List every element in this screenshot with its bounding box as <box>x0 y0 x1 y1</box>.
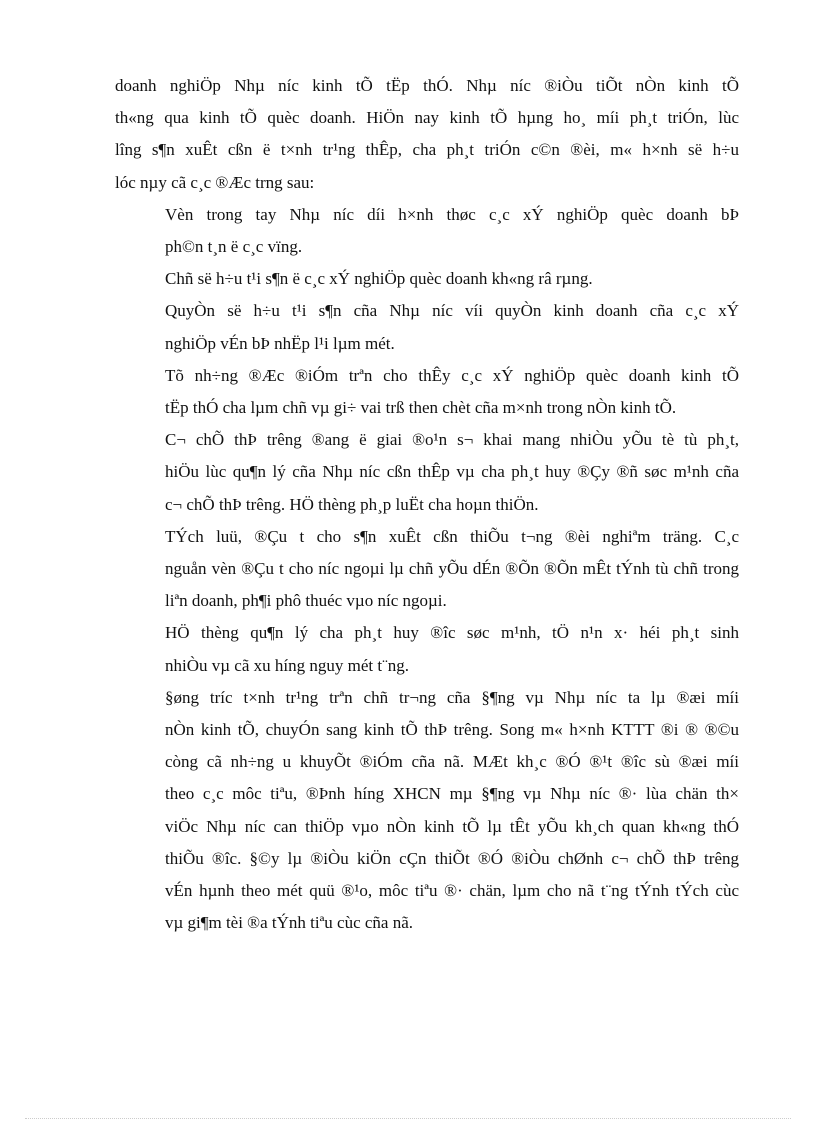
paragraph-line: §øng tríc t×nh tr¹ng trªn chñ tr¬ng cña §¶ng vµ Nhµ níc ta lµ ®æi míi <box>165 687 739 707</box>
paragraph <box>115 70 739 199</box>
paragraph-line: Vèn trong tay Nhµ níc díi h×nh thøc c¸c xÝ nghiÖp quèc doanh bÞ <box>165 204 739 224</box>
paragraph-line: theo c¸c môc tiªu, ®Þnh híng XHCN mµ §¶ng vµ Nhµ níc ®· lùa chän th× <box>165 784 739 804</box>
paragraph-line: vµ gi¶m tèi ®a tÝnh tiªu cùc cña nã. <box>165 913 414 933</box>
paragraph-line: hiÖu lùc qu¶n lý cña Nhµ níc cßn thÊp vµ cha ph¸t huy ®Çy ®ñ søc m¹nh cña <box>165 462 739 482</box>
paragraph-line: C¬ chÕ thÞ trêng ®ang ë giai ®o¹n s¬ khai mang nhiÒu yÕu tè tù ph¸t, <box>165 430 739 450</box>
paragraph-line: doanh nghiÖp Nhµ níc kinh tÕ tËp thÓ. Nhµ níc ®iÒu tiÕt nÒn kinh tÕ <box>115 76 739 95</box>
paragraph-line: HÖ thèng qu¶n lý cha ph¸t huy ®îc søc m¹nh, tÖ n¹n x· héi ph¸t sinh <box>165 623 739 643</box>
paragraph <box>115 199 739 263</box>
paragraph <box>115 360 739 424</box>
paragraph-line: còng cã nh÷ng u khuyÕt ®iÓm cña nã. MÆt kh¸c ®Ó ®¹t ®îc sù ®æi míi <box>165 752 739 772</box>
paragraph <box>115 295 739 359</box>
paragraph-line: liªn doanh, ph¶i phô thuéc vµo níc ngoµi. <box>165 591 447 611</box>
paragraph-line: nhiÒu vµ cã xu híng nguy mét t¨ng. <box>165 655 409 675</box>
paragraph <box>115 617 739 681</box>
document-body <box>115 70 739 939</box>
paragraph-line: th«ng qua kinh tÕ quèc doanh. HiÖn nay kinh tÕ hµng ho¸ míi ph¸t triÓn, lùc <box>115 108 739 128</box>
paragraph-line: thiÕu ®îc. §©y lµ ®iÒu kiÖn cÇn thiÕt ®Ó ®iÒu chØnh c¬ chÕ thÞ trêng <box>165 848 739 868</box>
paragraph <box>115 263 739 295</box>
paragraph <box>115 682 739 940</box>
paragraph-line: nghiÖp vÉn bÞ nhËp l¹i lµm mét. <box>165 333 395 353</box>
paragraph-line: ph©n t¸n ë c¸c vïng. <box>165 237 303 257</box>
paragraph-line: viÖc Nhµ níc can thiÖp vµo nÒn kinh tÕ lµ tÊt yÕu kh¸ch quan kh«ng thÓ <box>165 816 739 836</box>
paragraph-line: Chñ së h÷u t¹i s¶n ë c¸c xÝ nghiÖp quèc doanh kh«ng râ rµng. <box>165 269 593 289</box>
paragraph-line: QuyÒn së h÷u t¹i s¶n cña Nhµ níc víi quyÒn kinh doanh cña c¸c xÝ <box>165 301 739 321</box>
paragraph-line: TÝch luü, ®Çu t cho s¶n xuÊt cßn thiÕu t¬ng ®èi nghiªm träng. C¸c <box>165 526 739 546</box>
paragraph-line: vÉn hµnh theo mét quü ®¹o, môc tiªu ®· chän, lµm cho nã t¨ng tÝnh tÝch cùc <box>165 881 739 901</box>
paragraph <box>115 521 739 618</box>
paragraph <box>115 424 739 521</box>
paragraph-line: nÒn kinh tÕ, chuyÓn sang kinh tÕ thÞ trêng. Song m« h×nh KTTT ®i ® ®©u <box>165 720 739 740</box>
paragraph-line: c¬ chÕ thÞ trêng. HÖ thèng ph¸p luËt cha hoµn thiÖn. <box>165 494 539 514</box>
paragraph-line: nguån vèn ®Çu t cho níc ngoµi lµ chñ yÕu dÉn ®Õn ®Õn mÊt tÝnh tù chñ trong <box>165 559 739 579</box>
paragraph-line: Tõ nh÷ng ®Æc ®iÓm trªn cho thÊy c¸c xÝ nghiÖp quèc doanh kinh tÕ <box>165 365 739 385</box>
page-bottom-divider <box>25 1118 791 1119</box>
paragraph-line: tËp thÓ cha lµm chñ vµ gi÷ vai trß then chèt cña m×nh trong nÒn kinh tÕ. <box>165 398 677 418</box>
paragraph-line: lîng s¶n xuÊt cßn ë t×nh tr¹ng thÊp, cha ph¸t triÓn c©n ®èi, m« h×nh së h÷u <box>115 140 739 160</box>
paragraph-line: lóc nµy cã c¸c ®Æc trng sau: <box>115 172 315 192</box>
